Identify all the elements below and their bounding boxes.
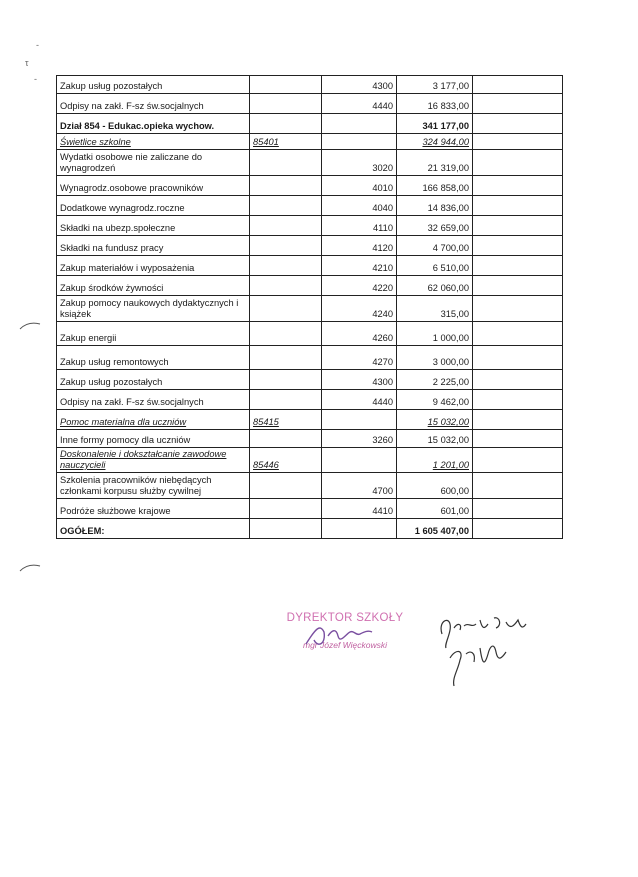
row-amount: 32 659,00 bbox=[397, 216, 473, 236]
row-blank bbox=[473, 346, 563, 370]
row-name: Dodatkowe wynagrodz.roczne bbox=[57, 196, 250, 216]
table-row bbox=[57, 196, 563, 216]
row-amount: 15 032,00 bbox=[397, 410, 473, 430]
table-row bbox=[57, 150, 563, 176]
row-amount: 15 032,00 bbox=[397, 430, 473, 448]
row-section bbox=[250, 256, 322, 276]
row-name: Doskonalenie i dokształcanie zawodowe nauczycieli bbox=[57, 448, 250, 473]
row-paragraph bbox=[322, 410, 397, 430]
row-paragraph: 4700 bbox=[322, 473, 397, 499]
row-section bbox=[250, 276, 322, 296]
table-row bbox=[57, 236, 563, 256]
table-row bbox=[57, 76, 563, 94]
row-section bbox=[250, 499, 322, 519]
budget-table bbox=[56, 75, 563, 539]
row-section bbox=[250, 236, 322, 256]
row-section bbox=[250, 370, 322, 390]
row-amount: 324 944,00 bbox=[397, 134, 473, 150]
row-name: Wynagrodz.osobowe pracowników bbox=[57, 176, 250, 196]
row-section bbox=[250, 150, 322, 176]
row-paragraph: 4110 bbox=[322, 216, 397, 236]
table-row bbox=[57, 322, 563, 346]
row-paragraph: 4120 bbox=[322, 236, 397, 256]
row-blank bbox=[473, 76, 563, 94]
row-paragraph: 4260 bbox=[322, 322, 397, 346]
row-section: 85401 bbox=[250, 134, 322, 150]
row-paragraph: 3260 bbox=[322, 430, 397, 448]
table-row bbox=[57, 410, 563, 430]
row-name: Szkolenia pracowników niebędących członkami korpusu służby cywilnej bbox=[57, 473, 250, 499]
row-blank bbox=[473, 236, 563, 256]
scan-mark: - bbox=[36, 40, 39, 50]
row-paragraph: 4240 bbox=[322, 296, 397, 322]
row-section bbox=[250, 216, 322, 236]
table-row bbox=[57, 346, 563, 370]
table-row bbox=[57, 519, 563, 539]
row-section: 85415 bbox=[250, 410, 322, 430]
row-blank bbox=[473, 499, 563, 519]
row-blank bbox=[473, 256, 563, 276]
table-row bbox=[57, 390, 563, 410]
scan-mark: τ bbox=[25, 58, 29, 68]
table-row bbox=[57, 176, 563, 196]
scan-mark: - bbox=[34, 74, 37, 84]
row-section bbox=[250, 519, 322, 539]
table-row bbox=[57, 296, 563, 322]
row-name: Składki na fundusz pracy bbox=[57, 236, 250, 256]
table-row bbox=[57, 114, 563, 134]
row-blank bbox=[473, 114, 563, 134]
row-blank bbox=[473, 519, 563, 539]
row-amount: 3 000,00 bbox=[397, 346, 473, 370]
row-blank bbox=[473, 134, 563, 150]
row-paragraph: 4440 bbox=[322, 94, 397, 114]
row-blank bbox=[473, 176, 563, 196]
row-amount: 3 177,00 bbox=[397, 76, 473, 94]
table-row bbox=[57, 276, 563, 296]
row-blank bbox=[473, 390, 563, 410]
row-name: Zakup pomocy naukowych dydaktycznych i książek bbox=[57, 296, 250, 322]
row-amount: 166 858,00 bbox=[397, 176, 473, 196]
row-paragraph: 3020 bbox=[322, 150, 397, 176]
row-name: Zakup usług pozostałych bbox=[57, 370, 250, 390]
row-paragraph: 4300 bbox=[322, 370, 397, 390]
row-section bbox=[250, 76, 322, 94]
table-row bbox=[57, 216, 563, 236]
row-name: Zakup energii bbox=[57, 322, 250, 346]
row-amount: 1 605 407,00 bbox=[397, 519, 473, 539]
table-row bbox=[57, 430, 563, 448]
row-paragraph: 4220 bbox=[322, 276, 397, 296]
row-blank bbox=[473, 322, 563, 346]
row-section bbox=[250, 296, 322, 322]
row-section bbox=[250, 322, 322, 346]
row-name: Zakup materiałów i wyposażenia bbox=[57, 256, 250, 276]
row-section: 85446 bbox=[250, 448, 322, 473]
row-paragraph: 4210 bbox=[322, 256, 397, 276]
row-amount: 341 177,00 bbox=[397, 114, 473, 134]
row-blank bbox=[473, 430, 563, 448]
row-section bbox=[250, 473, 322, 499]
row-paragraph: 4040 bbox=[322, 196, 397, 216]
handwritten-note bbox=[436, 612, 536, 692]
row-section bbox=[250, 94, 322, 114]
row-name: Odpisy na zakł. F-sz św.socjalnych bbox=[57, 94, 250, 114]
row-name: Składki na ubezp.społeczne bbox=[57, 216, 250, 236]
row-amount: 600,00 bbox=[397, 473, 473, 499]
row-blank bbox=[473, 296, 563, 322]
row-name: Inne formy pomocy dla uczniów bbox=[57, 430, 250, 448]
table-row bbox=[57, 448, 563, 473]
table-row bbox=[57, 256, 563, 276]
row-amount: 9 462,00 bbox=[397, 390, 473, 410]
row-amount: 315,00 bbox=[397, 296, 473, 322]
row-amount: 16 833,00 bbox=[397, 94, 473, 114]
row-amount: 2 225,00 bbox=[397, 370, 473, 390]
row-paragraph bbox=[322, 519, 397, 539]
row-amount: 4 700,00 bbox=[397, 236, 473, 256]
row-name: OGÓŁEM: bbox=[57, 519, 250, 539]
row-paragraph: 4010 bbox=[322, 176, 397, 196]
table-row bbox=[57, 134, 563, 150]
margin-mark bbox=[18, 560, 42, 574]
row-section bbox=[250, 196, 322, 216]
row-name: Pomoc materialna dla uczniów bbox=[57, 410, 250, 430]
row-blank bbox=[473, 448, 563, 473]
row-blank bbox=[473, 410, 563, 430]
row-name: Dział 854 - Edukac.opieka wychow. bbox=[57, 114, 250, 134]
row-section bbox=[250, 346, 322, 370]
row-section bbox=[250, 390, 322, 410]
row-name: Zakup środków żywności bbox=[57, 276, 250, 296]
row-paragraph: 4300 bbox=[322, 76, 397, 94]
row-amount: 14 836,00 bbox=[397, 196, 473, 216]
row-blank bbox=[473, 196, 563, 216]
row-blank bbox=[473, 94, 563, 114]
row-amount: 21 319,00 bbox=[397, 150, 473, 176]
row-paragraph: 4410 bbox=[322, 499, 397, 519]
row-amount: 62 060,00 bbox=[397, 276, 473, 296]
row-name: Zakup usług remontowych bbox=[57, 346, 250, 370]
row-paragraph: 4270 bbox=[322, 346, 397, 370]
stamp-name: mgr Józef Więckowski bbox=[303, 640, 387, 650]
row-amount: 1 201,00 bbox=[397, 448, 473, 473]
row-amount: 601,00 bbox=[397, 499, 473, 519]
row-blank bbox=[473, 370, 563, 390]
row-blank bbox=[473, 473, 563, 499]
row-name: Odpisy na zakł. F-sz św.socjalnych bbox=[57, 390, 250, 410]
table-row bbox=[57, 499, 563, 519]
margin-mark bbox=[18, 318, 42, 332]
row-blank bbox=[473, 276, 563, 296]
row-blank bbox=[473, 216, 563, 236]
table-row bbox=[57, 473, 563, 499]
stamp-title: DYREKTOR SZKOŁY bbox=[286, 612, 404, 624]
row-amount: 6 510,00 bbox=[397, 256, 473, 276]
row-paragraph bbox=[322, 134, 397, 150]
row-name: Wydatki osobowe nie zaliczane do wynagrodzeń bbox=[57, 150, 250, 176]
row-blank bbox=[473, 150, 563, 176]
table-row bbox=[57, 94, 563, 114]
table-row bbox=[57, 370, 563, 390]
row-section bbox=[250, 176, 322, 196]
row-section bbox=[250, 430, 322, 448]
row-paragraph bbox=[322, 448, 397, 473]
row-paragraph: 4440 bbox=[322, 390, 397, 410]
row-name: Świetlice szkolne bbox=[57, 134, 250, 150]
director-signature bbox=[302, 622, 374, 652]
row-name: Podróże służbowe krajowe bbox=[57, 499, 250, 519]
row-amount: 1 000,00 bbox=[397, 322, 473, 346]
row-name: Zakup usług pozostałych bbox=[57, 76, 250, 94]
row-section bbox=[250, 114, 322, 134]
row-paragraph bbox=[322, 114, 397, 134]
